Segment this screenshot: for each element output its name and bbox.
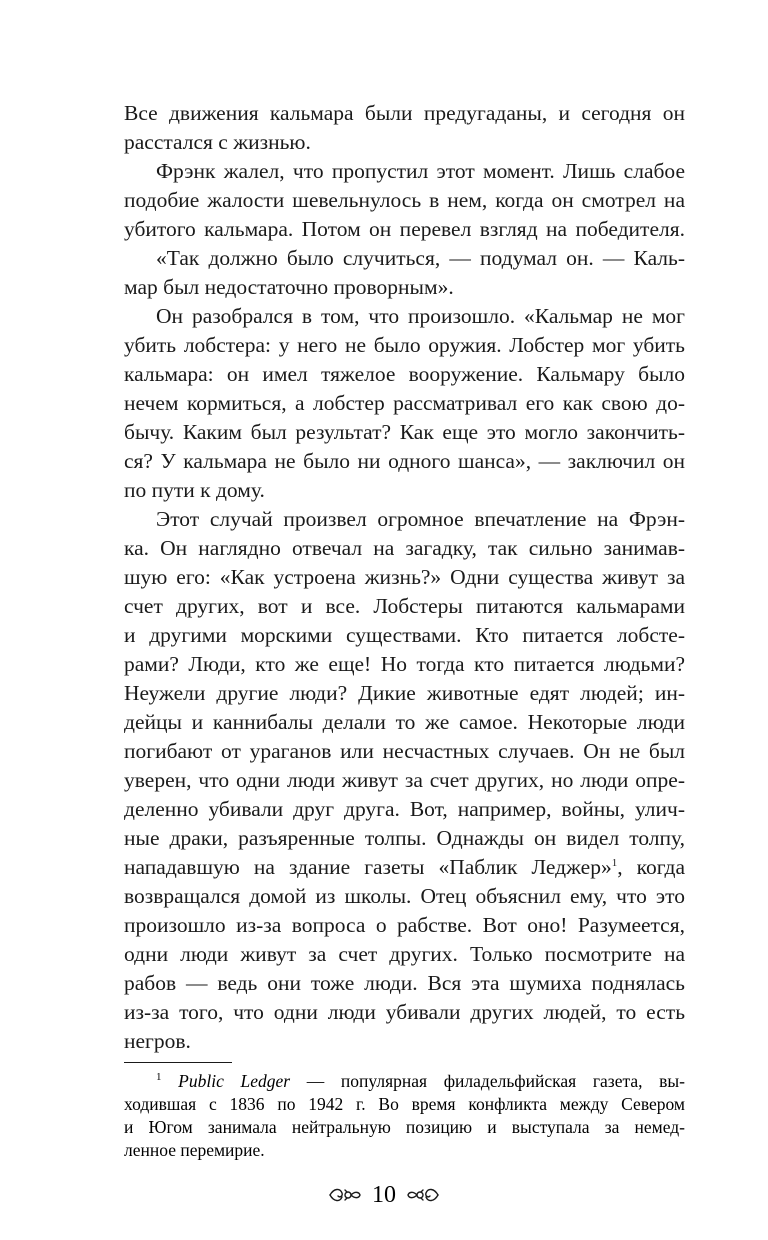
body-line: погибают от ураганов или несчастных случаев. Он не был bbox=[124, 739, 685, 763]
body-line: рами? Люди, кто же еще! Но тогда кто питается людьми? bbox=[124, 652, 685, 676]
body-line-text: нападавшую на здание газеты «Паблик Леджер» bbox=[124, 855, 612, 879]
body-line: шую его: «Как устроена жизнь?» Одни существа живут за bbox=[124, 565, 685, 589]
body-line: возвращался домой из школы. Отец объяснил ему, что это bbox=[124, 884, 685, 908]
body-line: деленно убивали друг друга. Вот, например, войны, улич- bbox=[124, 797, 685, 821]
body-line-tail: , когда bbox=[617, 855, 685, 879]
body-line: Все движения кальмара были предугаданы, и сегодня он bbox=[124, 101, 685, 125]
body-line: ка. Он наглядно отвечал на загадку, так сильно занимав- bbox=[124, 536, 685, 560]
body-line: и другими морскими существами. Кто питается лобсте- bbox=[124, 623, 685, 647]
body-line: нечем кормиться, а лобстер рассматривал его как свою до- bbox=[124, 391, 685, 415]
body-line: рабов — ведь они тоже люди. Вся эта шумиха поднялась bbox=[124, 971, 685, 995]
body-line: уверен, что одни люди живут за счет других, но люди опре- bbox=[124, 768, 685, 792]
body-line: убить лобстера: у него не было оружия. Лобстер мог убить bbox=[124, 333, 685, 357]
body-line: ся? У кальмара не было ни одного шанса», — заключил он bbox=[124, 449, 685, 473]
body-line: подобие жалости шевельнулось в нем, когда он смотрел на bbox=[124, 188, 685, 212]
body-line: ные драки, разъяренные толпы. Однажды он видел толпу, bbox=[124, 826, 685, 850]
body-line: по пути к дому. bbox=[124, 478, 265, 502]
body-line: Фрэнк жалел, что пропустил этот момент. Лишь слабое bbox=[156, 159, 685, 183]
page-number: 10 bbox=[372, 1182, 396, 1208]
body-line: негров. bbox=[124, 1029, 191, 1053]
body-line: дейцы и каннибалы делали то же самое. Некоторые люди bbox=[124, 710, 685, 734]
body-line: «Так должно было случиться, — подумал он. — Каль- bbox=[156, 246, 685, 270]
body-line: Этот случай произвел огромное впечатление на Фрэн- bbox=[156, 507, 685, 531]
footnote-line: и Югом занимала нейтральную позицию и выступала за немед- bbox=[124, 1117, 685, 1137]
body-line: убитого кальмара. Потом он перевел взгляд на победителя. bbox=[124, 217, 685, 241]
footnote-marker: 1 bbox=[156, 1071, 162, 1084]
body-line: мар был недостаточно проворным». bbox=[124, 275, 454, 299]
page-footer bbox=[0, 1180, 768, 1220]
body-line: расстался с жизнью. bbox=[124, 130, 311, 154]
floral-ornament-icon bbox=[406, 1184, 440, 1206]
body-line: Неужели другие люди? Дикие животные едят людей; ин- bbox=[124, 681, 685, 705]
floral-ornament-icon bbox=[328, 1184, 362, 1206]
footnote-line bbox=[156, 1070, 685, 1093]
footnote-text: — популярная филадельфийская газета, вы- bbox=[290, 1071, 685, 1091]
footnote-line: ходившая с 1836 по 1942 г. Во время конфликта между Севером bbox=[124, 1094, 685, 1114]
footnote-title: Public Ledger bbox=[178, 1071, 291, 1091]
body-line: кальмара: он имел тяжелое вооружение. Кальмару было bbox=[124, 362, 685, 386]
body-line: произошло из-за вопроса о рабстве. Вот оно! Разумеется, bbox=[124, 913, 685, 937]
body-line: бычу. Каким был результат? Как еще это могло закончить- bbox=[124, 420, 685, 444]
body-line: из-за того, что одни люди убивали других людей, то есть bbox=[124, 1000, 685, 1024]
body-line: одни люди живут за счет других. Только посмотрите на bbox=[124, 942, 685, 966]
body-line: счет других, вот и все. Лобстеры питаются кальмарами bbox=[124, 594, 685, 618]
footnote-rule bbox=[124, 1062, 232, 1063]
footnote-line: ленное перемирие. bbox=[124, 1140, 265, 1160]
body-line-with-footnote bbox=[124, 853, 685, 882]
body-line: Он разобрался в том, что произошло. «Кальмар не мог bbox=[156, 304, 685, 328]
footnote-reference[interactable]: 1 bbox=[611, 856, 618, 869]
